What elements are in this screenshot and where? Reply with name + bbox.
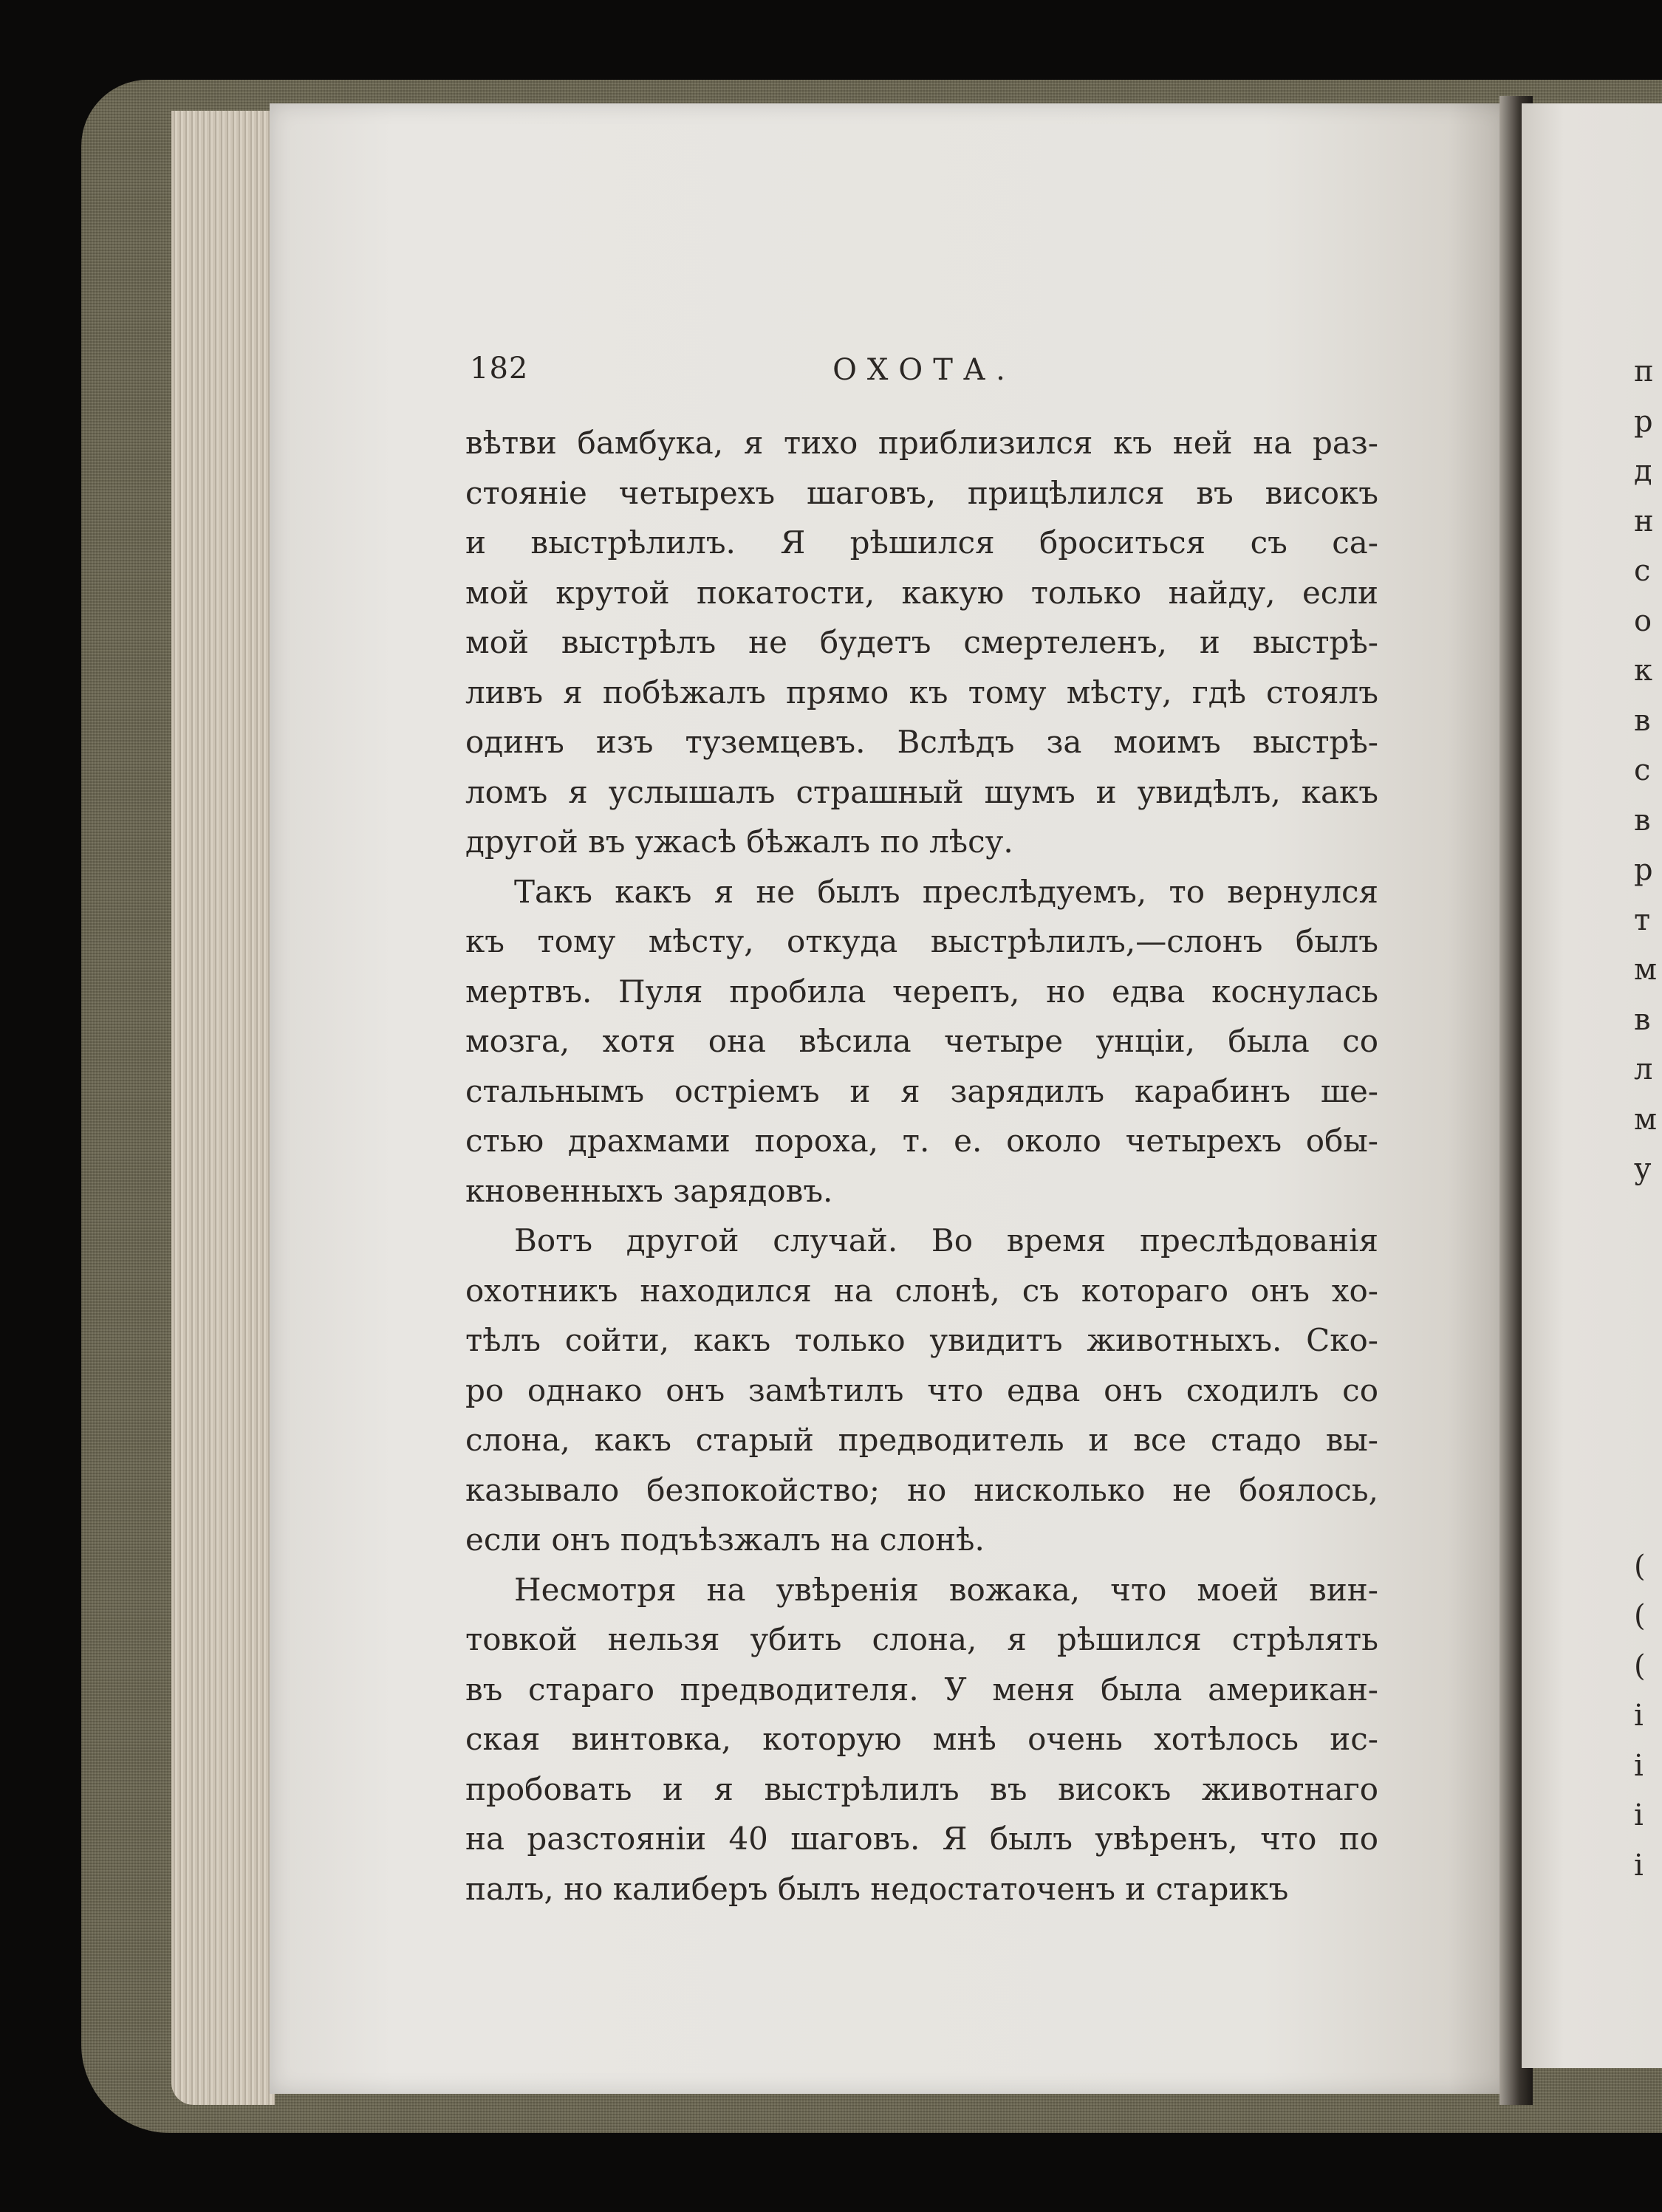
text-line: Несмотря на увѣренія вожака, что моей вин- (514, 1571, 1378, 1608)
text-line: ливъ я побѣжалъ прямо къ тому мѣсту, гдѣ стоялъ (465, 674, 1378, 710)
text-line: палъ, но калиберъ былъ недостаточенъ и старикъ (465, 1870, 1289, 1907)
right-page-fragment: у (1634, 1152, 1652, 1186)
text-line: и выстрѣлилъ. Я рѣшился броситься съ са- (465, 524, 1378, 561)
right-page-fragment: п (1634, 355, 1654, 388)
text-line: мозга, хотя она вѣсила четыре унціи, была со (465, 1023, 1378, 1059)
text-line: товкой нельзя убить слона, я рѣшился стрѣлять (465, 1621, 1378, 1657)
right-page-fragment: о (1634, 603, 1652, 638)
text-line: мертвъ. Пуля пробила черепъ, но едва коснулась (465, 973, 1378, 1010)
text-line: охотникъ находился на слонѣ, съ котораго онъ хо- (465, 1272, 1378, 1309)
right-page-fragment: м (1634, 953, 1658, 987)
text-line: Вотъ другой случай. Во время преслѣдованія (514, 1222, 1378, 1259)
paragraph (465, 867, 1378, 1216)
text-line: пробовать и я выстрѣлилъ въ високъ животнаго (465, 1770, 1378, 1807)
text-line: казывало безпокойство; но нисколько не боялось, (465, 1471, 1378, 1508)
right-page-fragment: ( (1634, 1599, 1646, 1633)
page-number: 182 (470, 352, 529, 386)
text-line: стью драхмами пороха, т. е. около четырехъ обы- (465, 1123, 1378, 1159)
right-page-fragment: р (1634, 404, 1653, 439)
right-page-fragment: і (1634, 1798, 1644, 1832)
page-header (470, 352, 1378, 396)
right-page-fragment: м (1634, 1102, 1658, 1137)
right-page-fragment: ( (1634, 1648, 1646, 1683)
text-line: стальнымъ остріемъ и я зарядилъ карабинъ ше- (465, 1072, 1378, 1109)
right-page-fragment: к (1634, 654, 1652, 688)
right-page-fragment: і (1634, 1699, 1644, 1733)
right-page-fragment: л (1634, 1052, 1653, 1086)
page-body-text (465, 418, 1378, 1914)
text-line: кновенныхъ зарядовъ. (465, 1172, 833, 1209)
right-page-fragment: в (1634, 1002, 1651, 1037)
text-line: если онъ подъѣзжалъ на слонѣ. (465, 1521, 985, 1558)
text-line: мой выстрѣлъ не будетъ смертеленъ, и выстрѣ- (465, 624, 1378, 660)
text-line: одинъ изъ туземцевъ. Вслѣдъ за моимъ выстрѣ- (465, 724, 1378, 760)
right-page-text-fragments (1634, 347, 1662, 1891)
right-page-fragment: д (1634, 454, 1652, 488)
text-line: ломъ я услышалъ страшный шумъ и увидѣлъ, какъ (465, 773, 1378, 810)
right-page-fragment: с (1634, 554, 1651, 588)
text-line: мой крутой покатости, какую только найду, если (465, 574, 1378, 611)
right-page-fragment: т (1634, 903, 1651, 937)
right-page-fragment: і (1634, 1848, 1644, 1883)
text-line: тѣлъ сойти, какъ только увидитъ животныхъ. Ско- (465, 1322, 1378, 1358)
right-page-fragment: н (1634, 504, 1654, 538)
text-line: на разстояніи 40 шаговъ. Я былъ увѣренъ, что по (465, 1821, 1378, 1857)
paragraph (465, 1216, 1378, 1565)
text-line: ская винтовка, которую мнѣ очень хотѣлось ис- (465, 1721, 1378, 1757)
text-line: къ тому мѣсту, откуда выстрѣлилъ,—слонъ былъ (465, 923, 1378, 959)
text-line: другой въ ужасѣ бѣжалъ по лѣсу. (465, 823, 1013, 860)
right-page-fragment: і (1634, 1748, 1644, 1783)
text-line: въ стараго предводителя. У меня была американ- (465, 1671, 1378, 1708)
right-page-fragment: в (1634, 703, 1651, 738)
text-line: Такъ какъ я не былъ преслѣдуемъ, то вернулся (514, 873, 1378, 910)
text-line: ро однако онъ замѣтилъ что едва онъ сходилъ со (465, 1372, 1378, 1408)
running-title: ОХОТА. (832, 353, 1016, 387)
right-page-gap (1634, 1195, 1662, 1542)
page-edges (171, 111, 275, 2105)
paragraph (465, 1565, 1378, 1914)
right-page-fragment: р (1634, 853, 1653, 887)
right-page-fragment: с (1634, 753, 1651, 787)
text-line: вѣтви бамбука, я тихо приблизился къ ней на раз- (465, 425, 1378, 461)
text-line: стояніе четырехъ шаговъ, прицѣлился въ високъ (465, 474, 1378, 511)
paragraph (465, 418, 1378, 867)
right-page-fragment: ( (1634, 1549, 1646, 1583)
right-page-fragment: в (1634, 803, 1651, 838)
text-line: слона, какъ старый предводитель и все стадо вы- (465, 1422, 1378, 1458)
